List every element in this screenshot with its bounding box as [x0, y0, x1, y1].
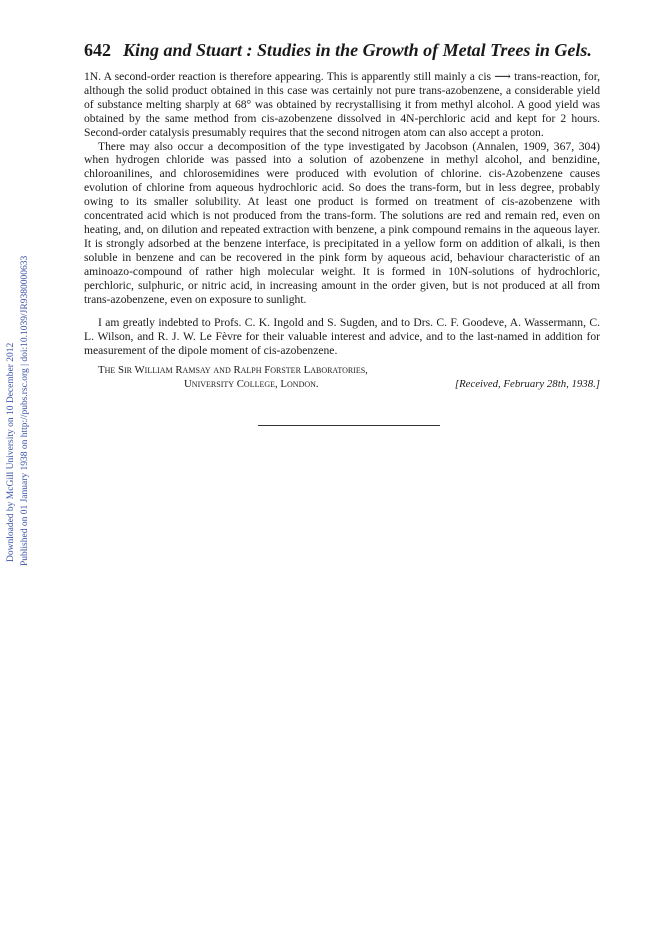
paragraph-decomposition: There may also occur a decomposition of the type investigated by Jacobson (Annalen, 1909, 367, 304) when hydrogen chloride was passed into a solution of azobenzene in methyl alcohol, and benzidine, chloroanilines, and chlorosemidines were produced with evolution of chlorine. cis-Azobenzene causes evolution of chlorine from aqueous hydrochloric acid. So does the trans-form, but in less degree, probably owing to its smaller solubility. At least one product is formed on treatment of cis-azobenzene with concentrated acid which is not produced from the trans-form. The solutions are red and remain red, even on heating, and, on dilution and repeated extraction with benzene, a pink compound remains in the aqueous layer. It is strongly adsorbed at the benzene interface, is precipitated in a yellow form on addition of alkali, is then soluble in benzene and can be recovered in the pink form by aqueous acid, behaviour characteristic of an aminoazo-compound of rather high molecular weight. It is formed in 10N-solutions of hydrochloric, perchloric, sulphuric, or nitric acid, in increasing amount in the order given, but is not produced at all from trans-azobenzene, even on exposure to sunlight.	[84, 139, 600, 306]
page-header	[84, 40, 604, 61]
download-notice: Downloaded by McGill University on 10 December 2012	[6, 342, 16, 562]
running-title: King and Stuart : Studies in the Growth of Metal Trees in Gels.	[123, 40, 592, 60]
end-rule	[258, 425, 440, 426]
publication-notice: Published on 01 January 1938 on http://pubs.rsc.org | doi:10.1039/JR9380000633	[20, 255, 30, 566]
paragraph-continuation: 1N. A second-order reaction is therefore appearing. This is apparently still mainly a cis ⟶ trans-reaction, for, although the solid product obtained in this case was certainly not pure trans-azobenzene, a considerable yield of substance melting sharply at 68° was obtained by recrystallising it from methyl alcohol. A good yield was obtained by the same method from cis-azobenzene dissolved in 4N-perchloric acid and kept for 2 hours. Second-order catalysis presumably requires that the second nitrogen atom can also accept a proton.	[84, 70, 600, 139]
received-date: [Received, February 28th, 1938.]	[454, 377, 600, 390]
download-watermark	[4, 190, 38, 570]
paragraph-acknowledgement: I am greatly indebted to Profs. C. K. Ingold and S. Sugden, and to Drs. C. F. Goodeve, A. Wassermann, C. L. Wilson, and R. J. W. Le Fèvre for their valuable interest and advice, and to the last-named in addition for measurement of the dipole moment of cis-azobenzene.	[84, 316, 600, 358]
laboratory-name: The Sir William Ramsay and Ralph Forster Laboratories,	[98, 364, 368, 377]
institution-name: University College, London.	[184, 377, 319, 390]
page-number: 642	[84, 40, 111, 60]
article-body	[84, 70, 600, 391]
author-address	[84, 364, 600, 391]
